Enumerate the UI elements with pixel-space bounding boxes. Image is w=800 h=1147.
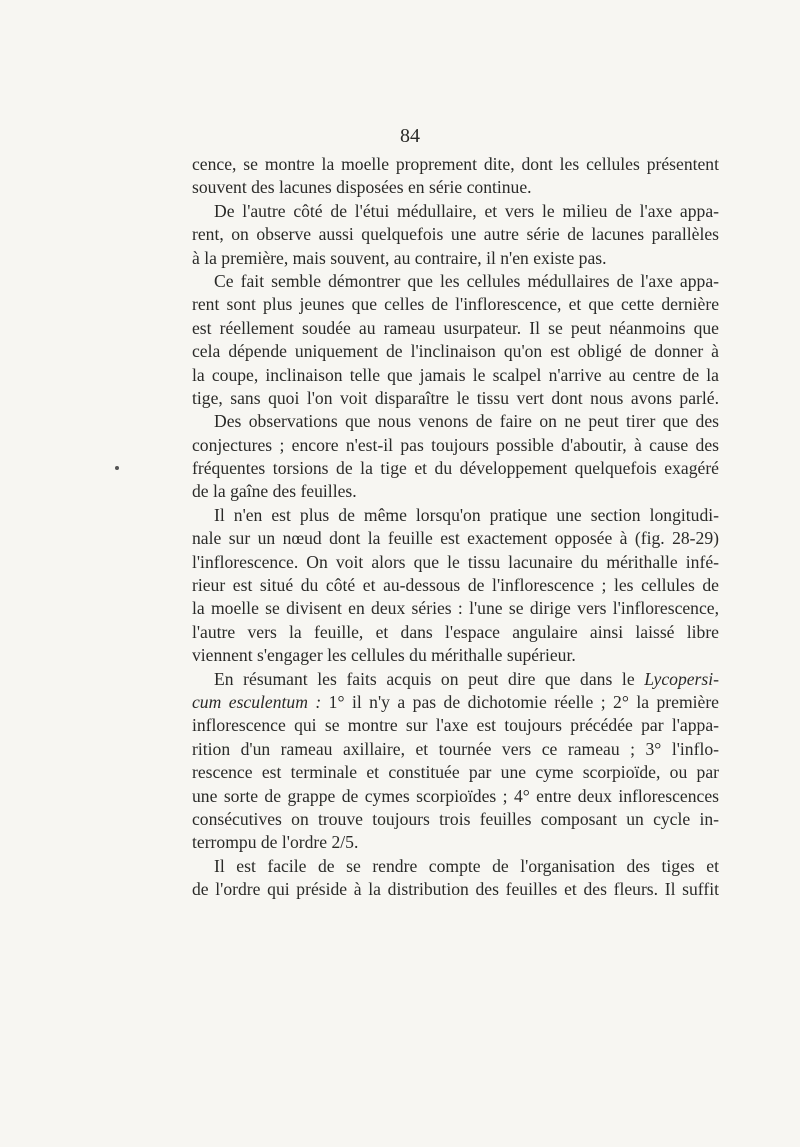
text-line: tige, sans quoi l'on voit disparaître le tissu vert dont nous avons parlé. bbox=[192, 387, 719, 408]
text-line: Il n'en est plus de même lorsqu'on pratique une section longitudi- bbox=[214, 504, 719, 525]
species-name-part: Lycopersi- bbox=[644, 668, 719, 689]
text-line: la moelle se divisent en deux séries : l'une se dirige vers l'inflorescence, bbox=[192, 598, 719, 619]
text-line: De l'autre côté de l'étui médullaire, et vers le milieu de l'axe appa- bbox=[214, 200, 719, 221]
text-line: terrompu de l'ordre 2/5. bbox=[192, 832, 359, 853]
text-run: 1° il n'y a pas de dichotomie réelle ; 2° la première bbox=[321, 691, 719, 712]
text-line: l'inflorescence. On voit alors que le tissu lacunaire du mérithalle infé- bbox=[192, 551, 719, 572]
text-line: cence, se montre la moelle proprement dite, dont les cellules présentent bbox=[192, 154, 719, 174]
text-line: une sorte de grappe de cymes scorpioïdes ; 4° entre deux inflorescences bbox=[192, 785, 719, 806]
text-line: à la première, mais souvent, au contraire, il n'en existe pas. bbox=[192, 247, 607, 268]
text-line bbox=[192, 691, 719, 714]
text-line: l'autre vers la feuille, et dans l'espace angulaire ainsi laissé libre bbox=[192, 621, 719, 642]
text-line: consécutives on trouve toujours trois feuilles composant un cycle in- bbox=[192, 808, 719, 829]
species-name-part: cum esculentum : bbox=[192, 691, 322, 712]
page-number: 84 bbox=[400, 125, 420, 147]
text-line: Ce fait semble démontrer que les cellules médullaires de l'axe appa- bbox=[214, 270, 719, 291]
text-line: cela dépende uniquement de l'inclinaison qu'on est obligé de donner à bbox=[192, 341, 719, 362]
text-run: En résumant les faits acquis on peut dire que dans le bbox=[214, 668, 645, 689]
text-line: Des observations que nous venons de faire on ne peut tirer que des bbox=[214, 411, 719, 432]
text-line: rieur est situé du côté et au-dessous de l'inflorescence ; les cellules de bbox=[192, 575, 719, 596]
text-line: nale sur un nœud dont la feuille est exactement opposée à (fig. 28-29) bbox=[192, 528, 719, 549]
text-line: rescence est terminale et constituée par une cyme scorpioïde, ou par bbox=[192, 762, 719, 783]
text-line: de l'ordre qui préside à la distribution des feuilles et des fleurs. Il suffit bbox=[192, 879, 719, 900]
text-line: conjectures ; encore n'est-il pas toujours possible d'aboutir, à cause des bbox=[192, 434, 719, 455]
text-line bbox=[192, 668, 719, 691]
text-line: souvent des lacunes disposées en série continue. bbox=[192, 177, 532, 198]
ink-speck bbox=[115, 466, 119, 470]
text-line: rent, on observe aussi quelquefois une autre série de lacunes parallèles bbox=[192, 224, 719, 245]
text-line: inflorescence qui se montre sur l'axe est toujours précédée par l'appa- bbox=[192, 715, 719, 736]
text-line: fréquentes torsions de la tige et du développement quelquefois exagéré bbox=[192, 458, 719, 479]
text-line: rent sont plus jeunes que celles de l'inflorescence, et que cette dernière bbox=[192, 294, 719, 315]
body-text bbox=[192, 153, 719, 902]
text-line: viennent s'engager les cellules du mérithalle supérieur. bbox=[192, 645, 576, 666]
text-line: la coupe, inclinaison telle que jamais le scalpel n'arrive au centre de la bbox=[192, 364, 719, 385]
text-line: de la gaîne des feuilles. bbox=[192, 481, 357, 502]
text-line: Il est facile de se rendre compte de l'organisation des tiges et bbox=[214, 855, 719, 876]
text-line: rition d'un rameau axillaire, et tournée vers ce rameau ; 3° l'inflo- bbox=[192, 738, 719, 759]
text-line: est réellement soudée au rameau usurpateur. Il se peut néanmoins que bbox=[192, 317, 719, 338]
